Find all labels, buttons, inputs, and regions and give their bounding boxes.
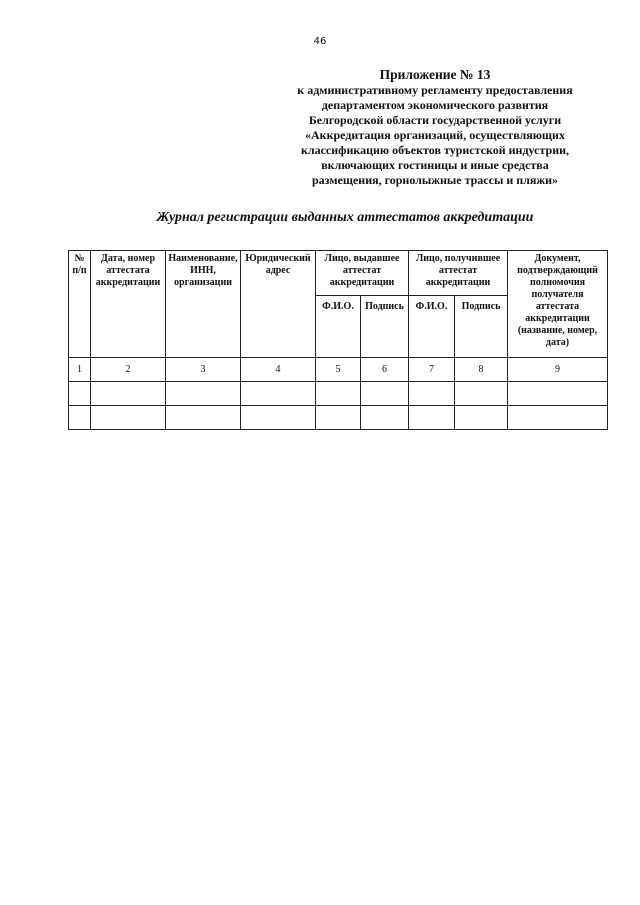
table-row: [69, 382, 608, 406]
table-cell: [455, 406, 508, 430]
appendix-line: департаментом экономического развития: [321, 98, 549, 112]
appendix-header: [270, 66, 600, 188]
column-number: 8: [455, 358, 508, 382]
table-cell: [508, 406, 608, 430]
header-name-inn: Наименование, ИНН, организации: [166, 251, 241, 358]
appendix-line: «Аккредитация организаций, осуществляющих: [305, 128, 565, 142]
page-number: 46: [313, 36, 327, 47]
journal-table: [68, 250, 608, 430]
table-cell: [508, 382, 608, 406]
table-cell: [361, 406, 409, 430]
table-cell: [361, 382, 409, 406]
table-cell: [241, 406, 316, 430]
appendix-line: включающих гостиницы и иные средства: [321, 158, 549, 172]
table-row: [69, 406, 608, 430]
appendix-line: размещения, горнолыжные трассы и пляжи»: [312, 173, 558, 187]
column-number: 4: [241, 358, 316, 382]
appendix-line: к административному регламенту предоставления: [297, 83, 573, 97]
header-issuer: Лицо, выдавшее аттестат аккредитации: [316, 251, 409, 296]
appendix-line: классификацию объектов туристской индустрии,: [300, 143, 570, 157]
table-cell: [91, 382, 166, 406]
header-receiver-signature: Подпись: [455, 296, 508, 358]
header-no: № п/п: [69, 251, 91, 358]
column-number: 2: [91, 358, 166, 382]
column-number: 1: [69, 358, 91, 382]
column-numbers-row: [69, 358, 608, 382]
table-cell: [409, 382, 455, 406]
table-cell: [69, 382, 91, 406]
header-receiver-fio: Ф.И.О.: [409, 296, 455, 358]
column-number: 5: [316, 358, 361, 382]
header-date-number: Дата, номер аттестата аккредитации: [91, 251, 166, 358]
header-document: Документ, подтверждающий полномочия получателя аттестата аккредитации (название, номер, дата): [508, 251, 608, 358]
table-cell: [316, 382, 361, 406]
appendix-line: Белгородской области государственной услуги: [308, 113, 562, 127]
column-number: 7: [409, 358, 455, 382]
header-receiver: Лицо, получившее аттестат аккредитации: [409, 251, 508, 296]
header-issuer-signature: Подпись: [361, 296, 409, 358]
column-number: 3: [166, 358, 241, 382]
table-cell: [409, 406, 455, 430]
table-cell: [91, 406, 166, 430]
column-number: 9: [508, 358, 608, 382]
table-cell: [166, 382, 241, 406]
column-number: 6: [361, 358, 409, 382]
table-cell: [316, 406, 361, 430]
appendix-title: Приложение № 13: [379, 67, 491, 82]
header-row: [69, 251, 608, 296]
table-cell: [455, 382, 508, 406]
table-cell: [166, 406, 241, 430]
table-cell: [69, 406, 91, 430]
header-issuer-fio: Ф.И.О.: [316, 296, 361, 358]
header-address: Юридический адрес: [241, 251, 316, 358]
table-cell: [241, 382, 316, 406]
journal-title: Журнал регистрации выданных аттестатов аккредитации: [156, 210, 534, 225]
